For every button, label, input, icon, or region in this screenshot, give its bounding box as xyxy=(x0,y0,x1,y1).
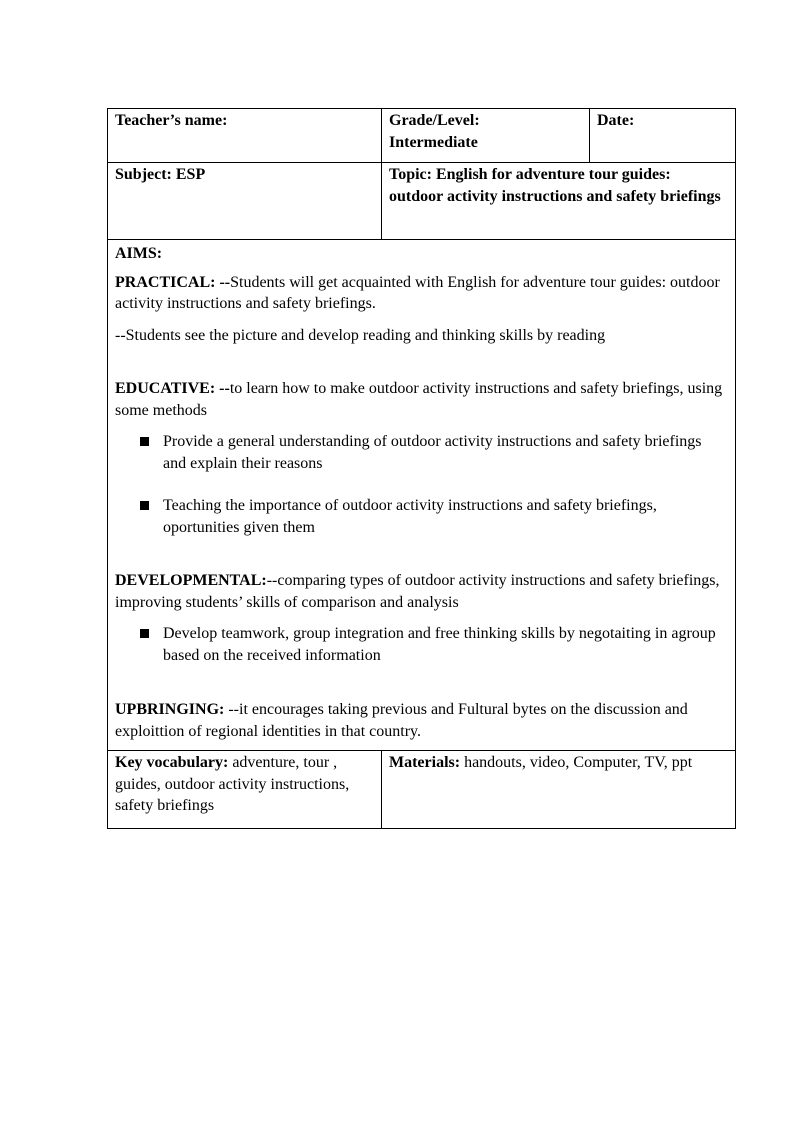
aims-row xyxy=(108,240,736,751)
teacher-name-label: Teacher’s name: xyxy=(115,112,228,129)
aims-cell xyxy=(108,240,736,751)
practical-paragraph xyxy=(115,272,728,315)
lesson-plan-table xyxy=(107,108,736,829)
materials-label: Materials: xyxy=(389,754,461,771)
educative-text: to learn how to make outdoor activity instructions and safety briefings, using some methods xyxy=(115,380,723,419)
topic-cell xyxy=(382,163,736,240)
practical-text: Students will get acquainted with English for adventure tour guides: outdoor activity instructions and safety briefings. xyxy=(115,273,720,312)
subject-row xyxy=(108,163,736,240)
date-cell xyxy=(590,109,736,163)
grade-level-cell xyxy=(382,109,590,163)
materials-cell xyxy=(382,751,736,829)
grade-level-label: Grade/Level: xyxy=(389,112,480,129)
aims-title: AIMS: xyxy=(115,245,163,262)
teacher-name-cell xyxy=(108,109,382,163)
vocabulary-materials-row xyxy=(108,751,736,829)
key-vocabulary-text: adventure, tour , guides, outdoor activity instructions, safety briefings xyxy=(115,754,350,814)
list-item: Provide a general understanding of outdoor activity instructions and safety briefings and explain their reasons xyxy=(163,431,728,474)
subject-label: Subject: ESP xyxy=(115,166,206,183)
upbringing-paragraph xyxy=(115,699,728,742)
developmental-label: DEVELOPMENTAL: xyxy=(115,572,267,589)
developmental-paragraph xyxy=(115,570,728,613)
list-item: Teaching the importance of outdoor activity instructions and safety briefings, oportunities given them xyxy=(163,495,728,538)
topic-label: Topic: English for adventure tour guides: outdoor activity instructions and safety briefings xyxy=(389,166,721,205)
list-item: Develop teamwork, group integration and free thinking skills by negotaiting in agroup based on the received information xyxy=(163,623,728,666)
materials-text: handouts, video, Computer, TV, ppt xyxy=(460,754,693,771)
grade-level-value: Intermediate xyxy=(389,133,478,151)
educative-label: EDUCATIVE: -- xyxy=(115,380,230,397)
key-vocabulary-cell xyxy=(108,751,382,829)
developmental-text: --comparing types of outdoor activity instructions and safety briefings, improving students’ skills of comparison and analysis xyxy=(115,572,720,611)
developmental-bullet-list xyxy=(115,623,728,666)
educative-bullet-list xyxy=(115,431,728,538)
subject-cell xyxy=(108,163,382,240)
header-row xyxy=(108,109,736,163)
practical-paragraph-2: --Students see the picture and develop reading and thinking skills by reading xyxy=(115,326,606,344)
educative-paragraph xyxy=(115,378,728,421)
upbringing-label: UPBRINGING: xyxy=(115,701,225,718)
practical-label: PRACTICAL: -- xyxy=(115,273,231,291)
date-label: Date: xyxy=(597,112,635,129)
upbringing-text: --it encourages taking previous and Fultural bytes on the discussion and exploittion of regional identities in that country. xyxy=(115,701,688,740)
key-vocabulary-label: Key vocabulary: xyxy=(115,754,229,771)
